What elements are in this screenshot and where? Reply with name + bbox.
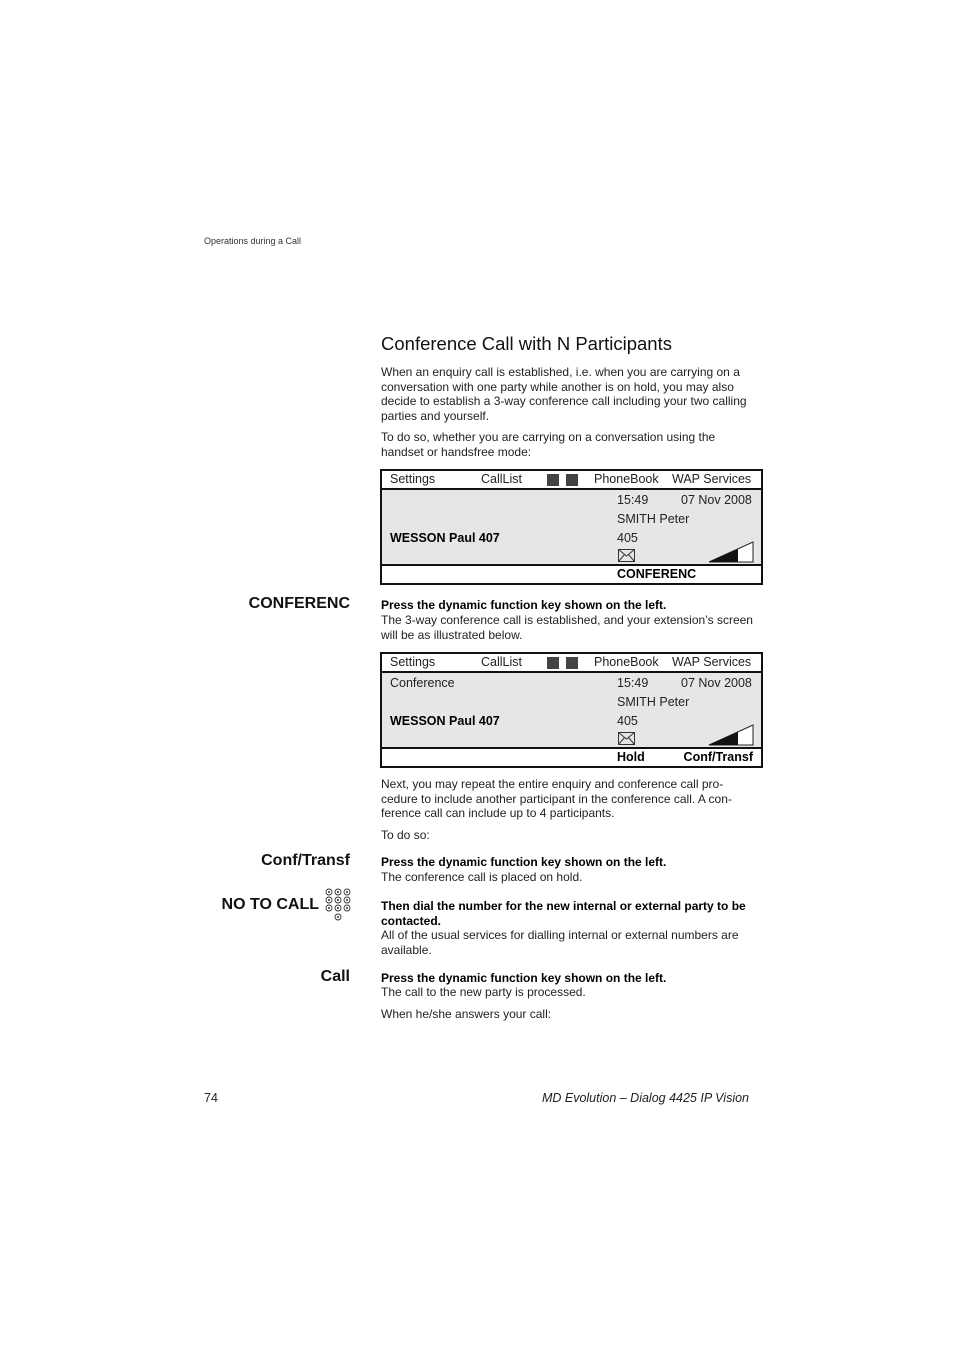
status-square-icon xyxy=(547,474,559,486)
softkey-hold[interactable]: Hold xyxy=(617,750,645,764)
step-key-conferenc: CONFERENC xyxy=(248,595,350,612)
signal-strength-icon xyxy=(708,541,754,563)
menu-settings: Settings xyxy=(390,472,436,486)
caller-extension: 405 xyxy=(617,531,638,545)
product-name: MD Evolution – Dialog 4425 IP Vision xyxy=(541,1091,749,1105)
step-instruction: Then dial the number for the new internal or external party to be contacted. xyxy=(381,899,746,928)
step-note: The call to the new party is processed. xyxy=(381,985,586,999)
call-status: Conference xyxy=(390,676,455,690)
keypad-icon xyxy=(325,888,351,922)
phone-screen-2 xyxy=(380,652,763,768)
clock-time: 15:49 xyxy=(617,493,649,507)
step-note: All of the usual services for dialling internal or external numbers are available. xyxy=(381,928,739,957)
own-extension: WESSON Paul 407 xyxy=(390,531,500,545)
caller-name: SMITH Peter xyxy=(617,695,690,709)
body-paragraph: Next, you may repeat the entire enquiry and conference call pro-cedure to include another participant in the conference call. A con-ference call can include up to 4 participants. xyxy=(381,777,732,821)
screen-menu-bar xyxy=(382,471,761,490)
status-square-icon xyxy=(547,657,559,669)
softkey-conf-transf[interactable]: Conf/Transf xyxy=(683,750,753,764)
step-key-no-to-call: NO TO CALL xyxy=(221,896,319,913)
status-square-icon xyxy=(566,474,578,486)
phone-screen-1 xyxy=(380,469,763,585)
envelope-icon xyxy=(618,549,635,562)
signal-strength-icon xyxy=(708,724,754,746)
softkey-left[interactable]: CONFERENC xyxy=(617,567,697,581)
softkey-bar xyxy=(382,564,761,583)
menu-calllist: CallList xyxy=(481,655,522,669)
step-key-conf-transf: Conf/Transf xyxy=(261,852,350,869)
menu-wap-services: WAP Services xyxy=(672,655,752,669)
date: 07 Nov 2008 xyxy=(681,493,752,507)
menu-wap-services: WAP Services xyxy=(672,472,752,486)
closing-paragraph: When he/she answers your call: xyxy=(381,1007,552,1021)
step-key-call: Call xyxy=(320,968,350,985)
step-note: The 3-way conference call is established, and your extension’s screen will be as illustrated below. xyxy=(381,613,753,642)
softkey-bar xyxy=(382,747,761,766)
step-instruction: Press the dynamic function key shown on the left. xyxy=(381,598,667,612)
clock-time: 15:49 xyxy=(617,676,649,690)
page-title: Conference Call with N Participants xyxy=(381,333,672,354)
intro-paragraph-2: To do so, whether you are carrying on a conversation using the handset or handsfree mode: xyxy=(381,430,716,459)
date: 07 Nov 2008 xyxy=(681,676,752,690)
step-note: The conference call is placed on hold. xyxy=(381,870,583,884)
own-extension: WESSON Paul 407 xyxy=(390,714,500,728)
step-instruction: Press the dynamic function key shown on the left. xyxy=(381,855,667,869)
menu-phonebook: PhoneBook xyxy=(594,472,659,486)
intro-paragraph: When an enquiry call is established, i.e. when you are carrying on a conversation with one party while another is on hold, you may also decide to establish a 3-way conference call including your two calling parties and yourself. xyxy=(381,365,747,423)
menu-settings: Settings xyxy=(390,655,436,669)
status-square-icon xyxy=(566,657,578,669)
step-instruction: Press the dynamic function key shown on the left. xyxy=(381,971,667,985)
running-header: Operations during a Call xyxy=(204,236,302,246)
caller-extension: 405 xyxy=(617,714,638,728)
menu-calllist: CallList xyxy=(481,472,522,486)
caller-name: SMITH Peter xyxy=(617,512,690,526)
page-number: 74 xyxy=(204,1091,218,1105)
body-paragraph-2: To do so: xyxy=(381,828,430,842)
envelope-icon xyxy=(618,732,635,745)
screen-menu-bar xyxy=(382,654,761,673)
menu-phonebook: PhoneBook xyxy=(594,655,659,669)
